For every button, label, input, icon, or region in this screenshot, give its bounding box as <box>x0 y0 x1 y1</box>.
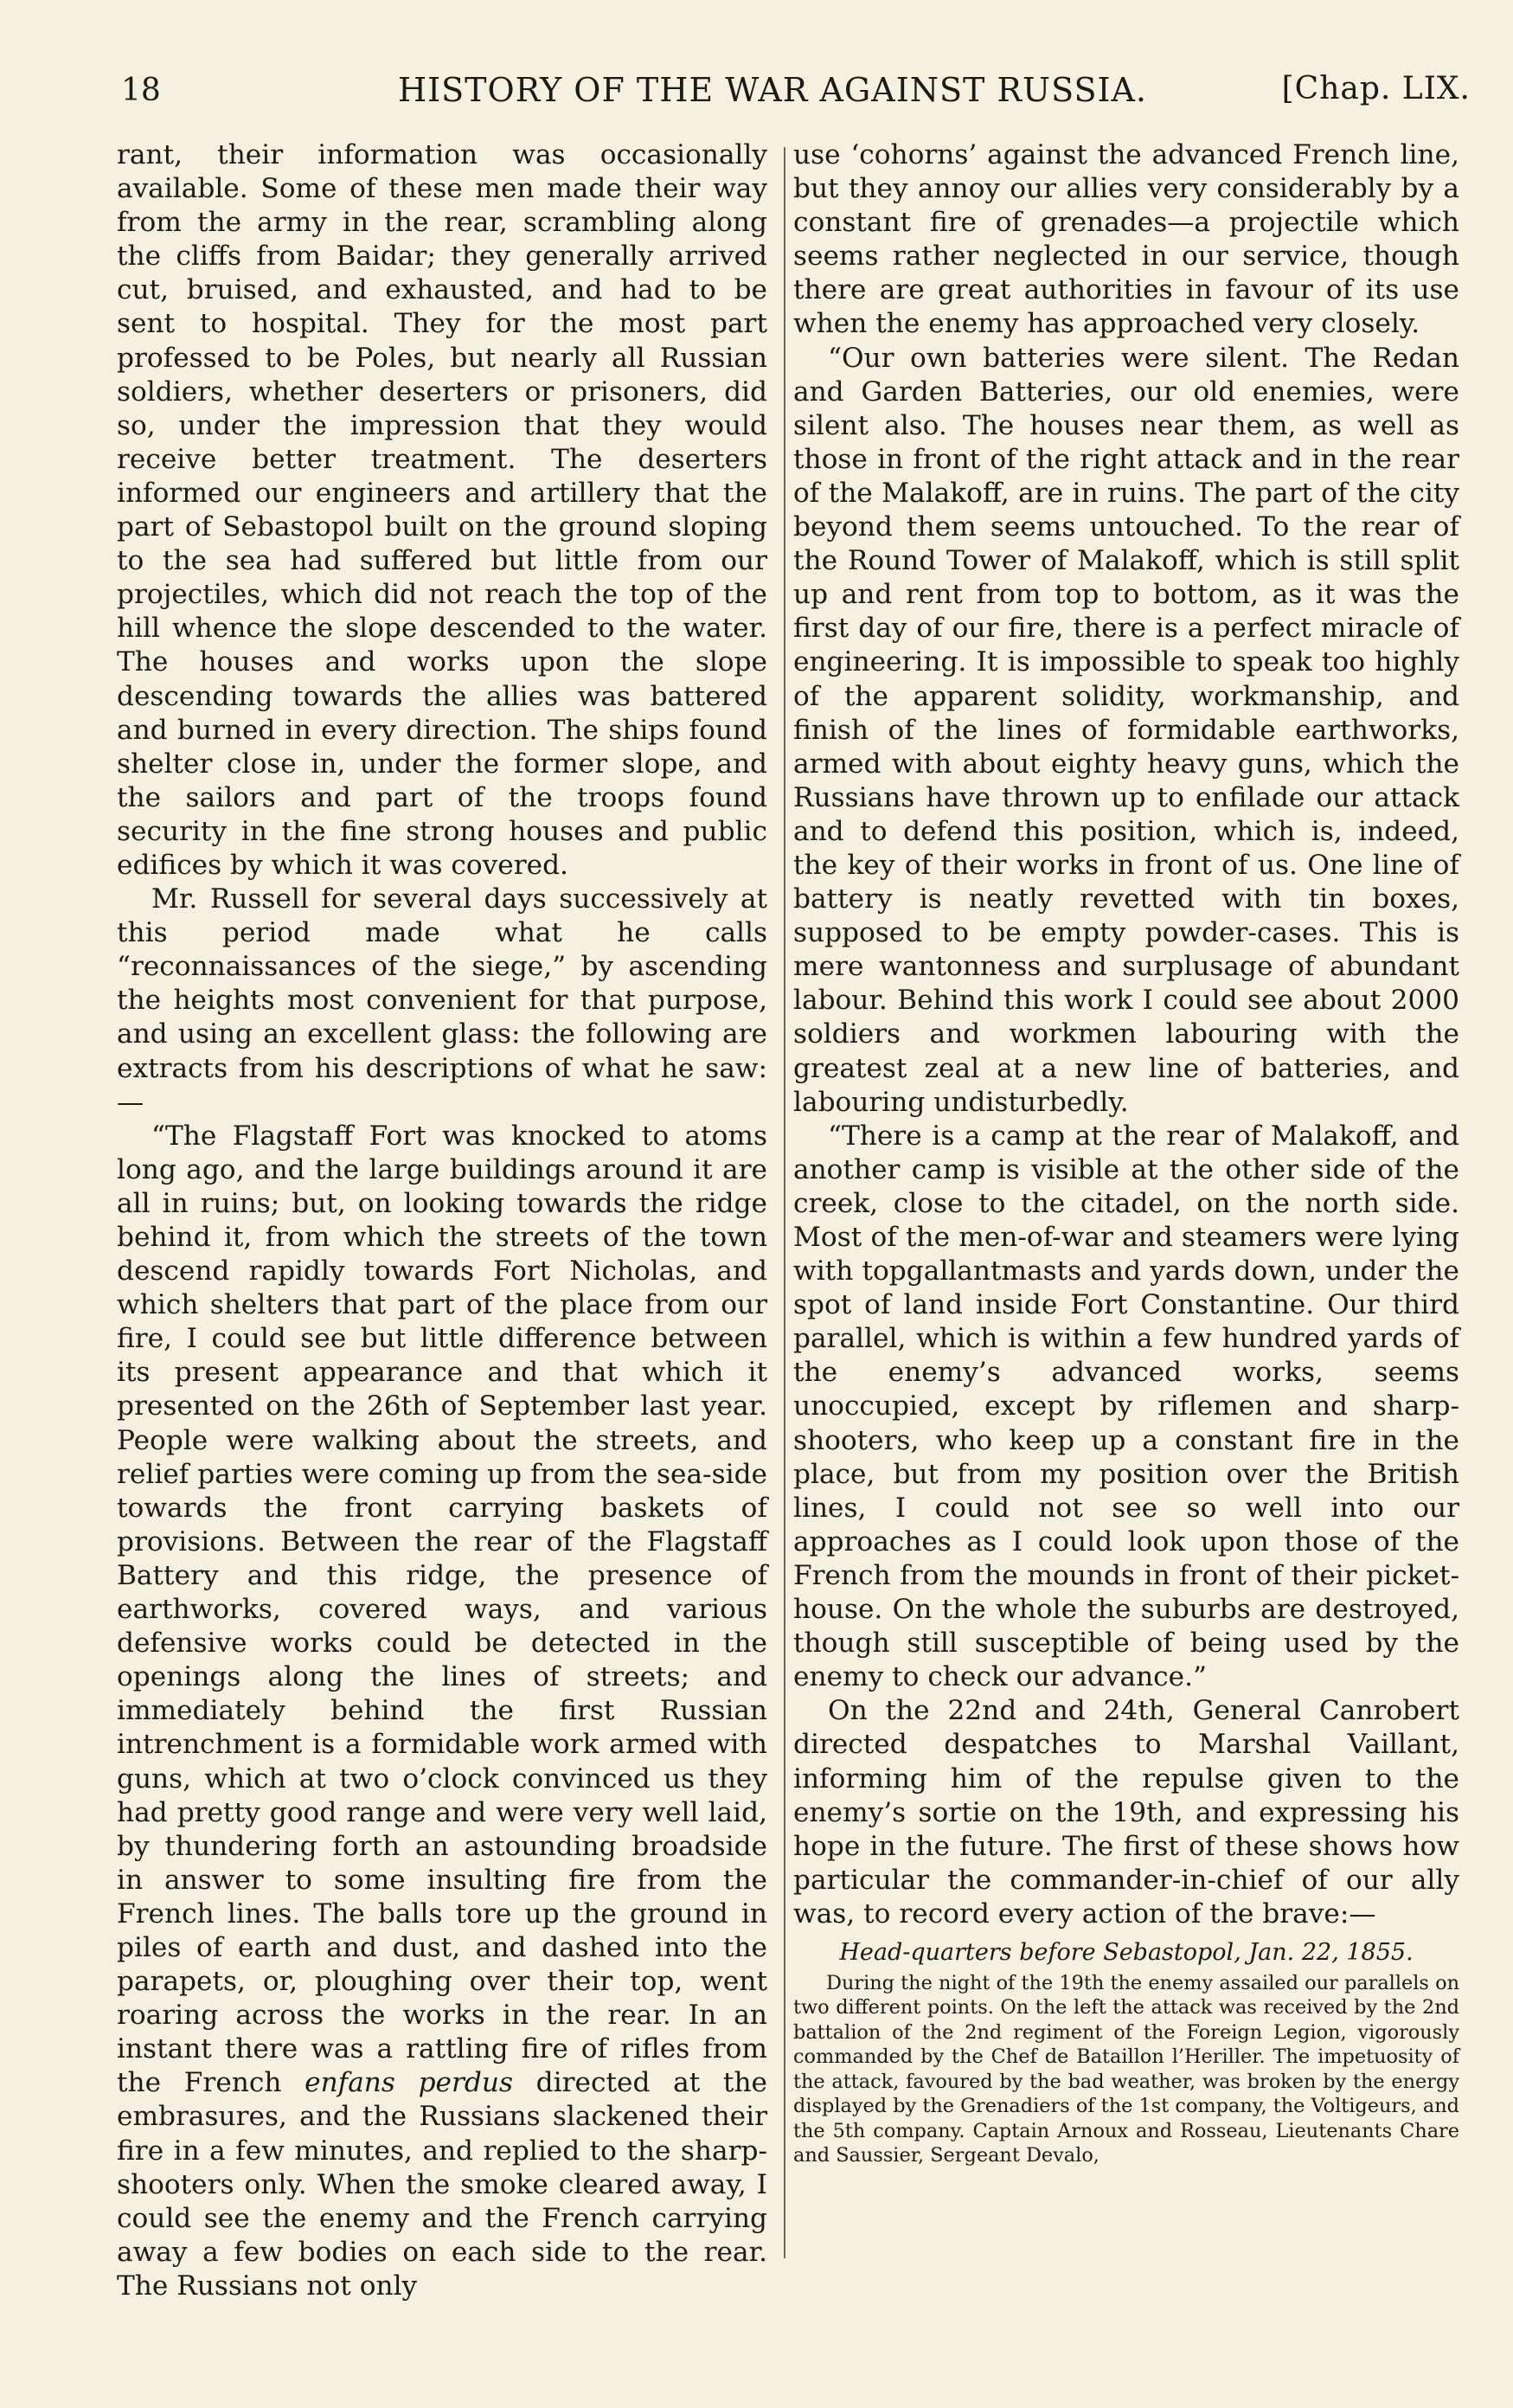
left-paragraph-3 <box>117 1120 767 2303</box>
dispatch-heading: Head-quarters before Sebastopol, Jan. 22, 1855. <box>839 1938 1414 1966</box>
quote-text-start: “The Flagstaff Fort was knocked to atoms long ago, and the large buildings around it are all in ruins; but, on looking towards the ridge behind it, from which the streets of the town descend rapidly towards Fort Nicholas, and which shelters that part of the place from our fire, I could see but little difference between its present appearance and that which it presented on the 26th of September last year. People were walking about the streets, and relief parties were coming up from the sea-side towards the front carrying baskets of provisions. Between the rear of the Flagstaff Battery and this ridge, the presence of earthworks, covered ways, and various defensive works could be detected in the openings along the lines of streets; and immediately behind the first Russian intrenchment is a formidable work armed with guns, which at two o’clock convinced us they had pretty good range and were very well laid, by thundering forth an astounding broadside in answer to some insulting fire from the French lines. The balls tore up the ground in piles of earth and dust, and dashed into the parapets, or, ploughing over their top, went roaring across the works in the rear. In an instant there was a rattling fire of rifles from the French <box>117 1120 767 2099</box>
right-column <box>793 138 1459 2168</box>
page-number: 18 <box>121 73 161 108</box>
chapter-reference: [Chap. LIX. <box>1281 71 1471 106</box>
right-paragraph-3: “There is a camp at the rear of Malakoff, and another camp is visible at the other side of the creek, close to the citadel, on the north side. Most of the men-of-war and steamers were lying with topgallantmasts and yards down, under the spot of land inside Fort Constantine. Our third parallel, which is within a few hundred yards of the enemy’s advanced works, seems unoccupied, except by riflemen and sharp-shooters, who keep up a constant fire in the place, but from my position over the British lines, I could not see so well into our approaches as I could look upon those of the French from the mounds in front of their picket-house. On the whole the suburbs are destroyed, though still susceptible of being used by the enemy to check our advance.” <box>793 1120 1459 1693</box>
column-divider <box>784 147 785 2258</box>
quote-text-end: directed at the embrasures, and the Russians slackened their fire in a few minutes, and replied to the sharp-shooters only. When the smoke cleared away, I could see the enemy and the French carrying away a few bodies on each side to the rear. The Russians not only <box>117 2067 768 2302</box>
right-paragraph-2: “Our own batteries were silent. The Redan and Garden Batteries, our old enemies, were silent also. The houses near them, as well as those in front of the right attack and in the rear of the Malakoff, are in ruins. The part of the city beyond them seems untouched. To the rear of the Round Tower of Malakoff, which is still split up and rent from top to bottom, as it was the first day of our fire, there is a perfect miracle of engineering. It is impossible to speak too highly of the apparent solidity, workmanship, and finish of the lines of formidable earthworks, armed with about eighty heavy guns, which the Russians have thrown up to enfilade our attack and to defend this position, which is, indeed, the key of their works in front of us. One line of battery is neatly revetted with tin boxes, supposed to be empty powder-cases. This is mere wantonness and surplusage of abundant labour. Behind this work I could see about 2000 soldiers and workmen labouring with the greatest zeal at a new line of batteries, and labouring undisturbedly. <box>793 342 1459 1118</box>
page-header <box>121 67 1471 116</box>
dispatch-body: During the night of the 19th the enemy assailed our parallels on two different points. On the left the attack was received by the 2nd battalion of the 2nd regiment of the Foreign Legion, vigorously commanded by the Chef de Bataillon l’Heriller. The impetuosity of the attack, favoured by the bad weather, was broken by the energy displayed by the Grenadiers of the 1st company, the Voltigeurs, and the 5th company. Captain Arnoux and Rosseau, Lieutenants Chare and Saussier, Sergeant Devalo, <box>793 1971 1459 2167</box>
italic-phrase: enfans perdus <box>305 2067 513 2099</box>
left-paragraph-2: Mr. Russell for several days successively at this period made what he calls “reconnaissances of the siege,” by ascending the heights most convenient for that purpose, and using an excellent glass: the following are extracts from his descriptions of what he saw:— <box>117 883 767 1118</box>
running-title: HISTORY OF THE WAR AGAINST RUSSIA. <box>398 71 1148 109</box>
left-column <box>117 138 767 2303</box>
right-paragraph-4: On the 22nd and 24th, General Canrobert directed despatches to Marshal Vaillant, informing him of the repulse given to the enemy’s sortie on the 19th, and expressing his hope in the future. The first of these shows how particular the commander-in-chief of our ally was, to record every action of the brave:— <box>793 1695 1459 1930</box>
left-paragraph-1: rant, their information was occasionally available. Some of these men made their way from the army in the rear, scrambling along the cliffs from Baidar; they generally arrived cut, bruised, and exhausted, and had to be sent to hospital. They for the most part professed to be Poles, but nearly all Russian soldiers, whether deserters or prisoners, did so, under the impression that they would receive better treatment. The deserters informed our engineers and artillery that the part of Sebastopol built on the ground sloping to the sea had suffered but little from our projectiles, which did not reach the top of the hill whence the slope descended to the water. The houses and works upon the slope descending towards the allies was battered and burned in every direction. The ships found shelter close in, under the former slope, and the sailors and part of the troops found security in the fine strong houses and public edifices by which it was covered. <box>117 139 767 881</box>
right-paragraph-1: use ‘cohorns’ against the advanced French line, but they annoy our allies very considerably by a constant fire of grenades—a projectile which seems rather neglected in our service, though there are great authorities in favour of its use when the enemy has approached very closely. <box>793 139 1459 340</box>
